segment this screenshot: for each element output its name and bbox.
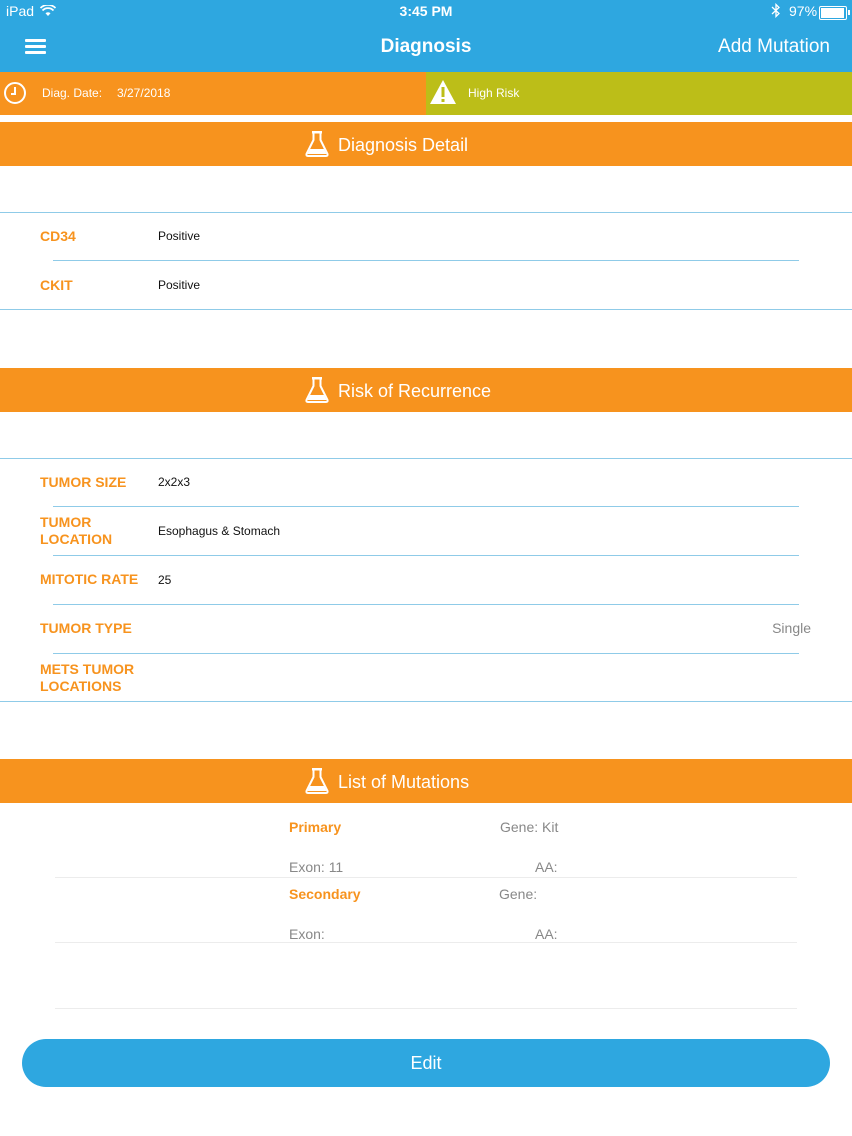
cd34-label: CD34 <box>40 228 76 244</box>
tumor-size-label: TUMOR SIZE <box>40 474 127 490</box>
warning-icon <box>429 79 457 105</box>
flask-icon <box>305 377 329 403</box>
ckit-value: Positive <box>158 278 201 292</box>
diag-date-value: 3/27/2018 <box>117 86 171 100</box>
status-time: 3:45 PM <box>399 3 453 19</box>
divider <box>0 701 852 702</box>
divider <box>0 212 852 213</box>
risk-bar <box>426 72 852 115</box>
mutation-kind: Secondary <box>289 886 361 902</box>
mitotic-rate-label: MITOTIC RATE <box>40 571 139 587</box>
add-mutation-button[interactable]: Add Mutation <box>718 36 830 57</box>
mitotic-rate-value: 25 <box>158 573 172 587</box>
top-bar <box>0 0 852 72</box>
tumor-location-value: Esophagus & Stomach <box>158 524 281 538</box>
mutation-gene: Gene: Kit <box>500 819 559 835</box>
divider <box>55 877 797 878</box>
mutation-exon: Exon: 11 <box>289 859 344 875</box>
section-title: Risk of Recurrence <box>338 381 492 401</box>
page-title: Diagnosis <box>380 36 472 57</box>
info-strip <box>0 72 852 115</box>
section-diagnosis-detail <box>0 122 852 166</box>
mutation-exon: Exon: <box>289 926 325 942</box>
battery-percent: 97% <box>789 3 818 19</box>
clock-icon <box>4 82 26 104</box>
mutation-aa: AA: <box>535 859 558 875</box>
mets-tumor-locations-label: METS TUMOR LOCATIONS <box>40 661 135 694</box>
divider <box>0 309 852 310</box>
ckit-label: CKIT <box>40 277 73 293</box>
tumor-type-label: TUMOR TYPE <box>40 620 132 636</box>
divider <box>0 458 852 459</box>
divider <box>53 653 799 654</box>
section-title: List of Mutations <box>338 772 470 792</box>
cd34-value: Positive <box>158 229 201 243</box>
section-risk-of-recurrence <box>0 368 852 412</box>
edit-button[interactable]: Edit <box>22 1039 830 1087</box>
divider <box>53 260 799 261</box>
section-title: Diagnosis Detail <box>338 135 469 155</box>
divider <box>55 1008 797 1009</box>
risk-level: High Risk <box>468 86 520 100</box>
tumor-location-label: TUMOR LOCATION <box>40 514 113 547</box>
status-carrier: iPad <box>6 3 35 19</box>
divider <box>53 555 799 556</box>
divider <box>53 604 799 605</box>
diag-date-label: Diag. Date: <box>42 86 103 100</box>
diagnosis-date-bar <box>0 72 426 115</box>
mutation-gene: Gene: <box>499 886 538 902</box>
divider <box>53 506 799 507</box>
flask-icon <box>305 131 329 157</box>
mutation-kind: Primary <box>289 819 342 835</box>
bluetooth-icon <box>771 3 781 18</box>
battery-icon <box>819 6 847 20</box>
section-list-of-mutations <box>0 759 852 803</box>
divider <box>55 942 797 943</box>
tumor-size-value: 2x2x3 <box>158 475 191 489</box>
mutation-aa: AA: <box>535 926 558 942</box>
flask-icon <box>305 768 329 794</box>
tumor-type-value[interactable]: Single <box>772 620 811 636</box>
